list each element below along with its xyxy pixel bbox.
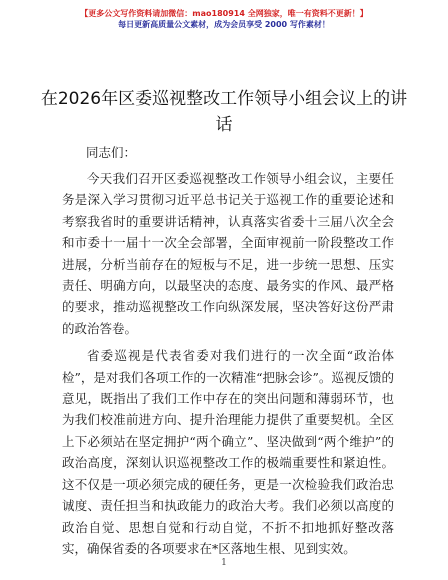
paragraph-2: 省委巡视是代表省委对我们进行的一次全面“政治体检”，是对我们各项工作的一次精准“把脉会诊”。巡视反馈的意见，既指出了我们工作中存在的突出问题和薄弱环节，也为我们校准前进方向、提升治理能力提供了重要契机。全区上下必须站在坚定拥护“两个确立”、坚决做到“两个维护”的政治高度，深刻认识巡视整改工作的极端重要性和紧迫性。这不仅是一项必须完成的硬任务，更是一次检验我们政治忠诚度、责任担当和执政能力的政治大考。我们必须以高度的政治自觉、思想自觉和行动自觉，不折不扣地抓好整改落实，确保省委的各项要求在*区落地生根、见到实效。 <box>62 348 394 556</box>
paragraph-1: 今天我们召开区委巡视整改工作领导小组会议，主要任务是深入学习贯彻习近平总书记关于巡视工作的重要论述和考察我省时的重要讲话精神，认真落实省委十三届八次全会和市委十一届十一次全会部署，全面审视前一阶段整改工作进展，分析当前存在的短板与不足，进一步统一思想、压实责任、明确方向，以最坚决的态度、最务实的作风、最严格的要求，推动巡视整改工作向纵深发展，坚决答好这份严肃的政治答卷。 <box>62 171 394 336</box>
banner-update-line: 每日更新高质量公文素材，成为会员享受 2000 写作素材！ <box>118 20 330 29</box>
page-number: 1 <box>221 558 227 568</box>
banner-promo-line: 【更多公文写作资料请加微信：mao180914 全网独家，唯一有资料不更新！】 <box>80 9 368 18</box>
document-body <box>62 168 394 565</box>
header-banner <box>0 8 448 30</box>
document-title: 在2026年区委巡视整改工作领导小组会议上的讲话 <box>40 89 408 135</box>
salutation: 同志们： <box>86 145 137 160</box>
